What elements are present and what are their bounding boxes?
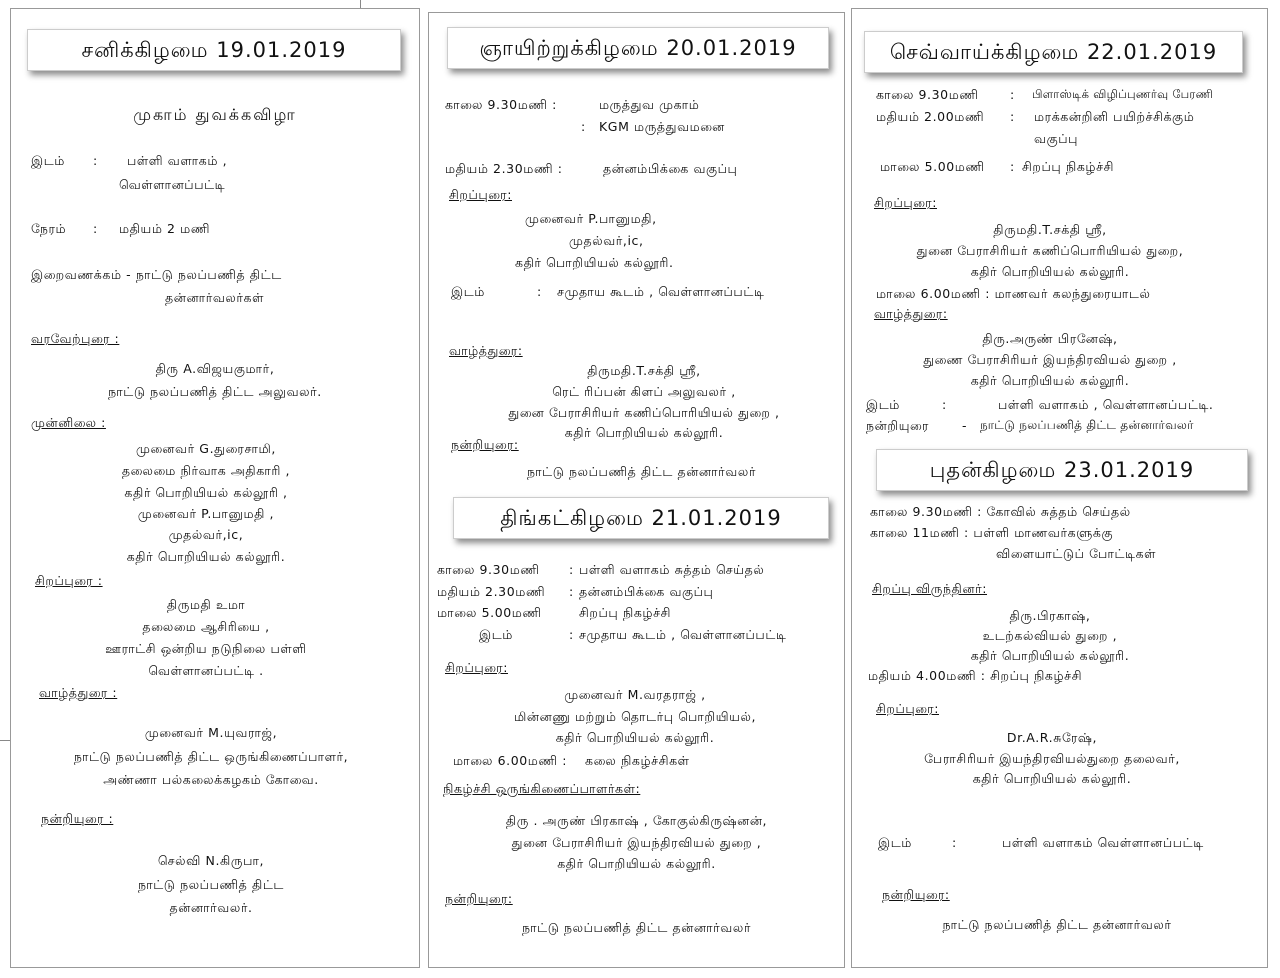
tuesday-row-time: காலை 9.30மணி — [876, 87, 979, 102]
monday-special-line: முனைவர் M.வரதராஜ் , — [564, 687, 706, 702]
time-value: மதியம் 2 மணி — [119, 221, 211, 236]
wednesday-special-line: கதிர் பொறியியல் கல்லூரி. — [972, 771, 1132, 786]
sunday-noon-time: மதியம் 2.30மணி : — [445, 161, 563, 176]
tuesday-header: செவ்வாய்க்கிழமை 22.01.2019 — [864, 31, 1243, 73]
sunday-greeting-label: வாழ்த்துரை: — [449, 343, 523, 358]
thanks-label: நன்றியுரை : — [41, 811, 114, 826]
wednesday-venue-label: இடம் — [878, 835, 912, 850]
tuesday-special-line: துனை பேராசிரியர் கணிப்பொரியியல் துறை, — [916, 243, 1184, 258]
sunday-special-line: முனைவர் P.பானுமதி, — [525, 211, 657, 226]
monday-coord-line: கதிர் பொறியியல் கல்லூரி. — [557, 856, 716, 871]
monday-row-time: இடம் — [479, 627, 513, 642]
wednesday-guest-label: சிறப்பு விருந்தினர்: — [872, 581, 988, 596]
prayer-line: இறைவணக்கம் - நாட்டு நலப்பணித் திட்ட — [31, 267, 282, 282]
wednesday-row: காலை 11மணி : பள்ளி மாணவர்களுக்கு — [870, 525, 1114, 540]
tuesday-row-cont: வகுப்பு — [1034, 131, 1079, 146]
sunday-morning-event: மருத்துவ முகாம் — [599, 97, 700, 112]
wednesday-venue-sep: : — [952, 835, 957, 850]
presiding-line: கதிர் பொறியியல் கல்லூரி. — [126, 549, 286, 564]
sunday-greeting-line: துனை பேராசிரியர் கணிப்பொரியியல் துறை , — [508, 405, 780, 420]
saturday-panel — [10, 8, 420, 968]
tuesday-row-time: மதியம் 2.00மணி — [876, 109, 985, 124]
wednesday-special-line: பேராசிரியர் இயந்திரவியல்துறை தலைவர், — [924, 751, 1180, 766]
monday-row-event: பள்ளி வளாகம் சுத்தம் செய்தல் — [579, 562, 765, 577]
time-label: நேரம் — [31, 221, 67, 236]
sunday-special-line: முதல்வர்,ic, — [569, 233, 644, 248]
monday-row-time: காலை 9.30மணி — [437, 562, 540, 577]
sunday-header: ஞாயிற்றுக்கிழமை 20.01.2019 — [447, 27, 829, 69]
tuesday-greeting-label: வாழ்த்துரை: — [874, 306, 948, 321]
presiding-line: முனைவர் P.பானுமதி , — [137, 506, 275, 521]
special-line: திருமதி உமா — [166, 597, 246, 612]
monday-special-label: சிறப்புரை: — [445, 660, 508, 675]
wednesday-guest-line: உடற்கல்வியல் துறை , — [982, 628, 1118, 643]
sunday-morning-sep: : — [581, 119, 586, 134]
wednesday-thanks-label: நன்றியுரை: — [882, 887, 950, 902]
presiding-line: கதிர் பொறியியல் கல்லூரி , — [124, 485, 288, 500]
wednesday-guest-line: கதிர் பொறியியல் கல்லூரி. — [970, 648, 1130, 663]
inauguration-title: முகாம் துவக்கவிழா — [133, 105, 297, 124]
monday-special-line: மின்னணு மற்றும் தொடர்பு பொறியியல், — [513, 709, 757, 724]
thanks-line: செல்வி N.கிருபா, — [157, 853, 265, 868]
wednesday-special-line: Dr.A.R.சுரேஷ், — [1006, 730, 1098, 745]
special-line: வெள்ளானப்பட்டி . — [148, 663, 264, 678]
tuesday-greeting-line: திரு.அருண் பிரனேஷ், — [982, 331, 1118, 346]
time-sep: : — [93, 221, 98, 236]
tuesday-venue-sep: : — [942, 397, 947, 412]
presiding-line: தலைமை நிர்வாக அதிகாரி , — [121, 463, 291, 478]
sunday-noon-event: தன்னம்பிக்கை வகுப்பு — [603, 161, 738, 176]
monday-coord-line: திரு . அருண் பிரகாஷ் , கோகுல்கிருஷ்னன், — [505, 813, 768, 828]
sunday-morning-place: KGM மருத்துவமனை — [599, 119, 725, 134]
welcome-label: வரவேற்புரை : — [31, 331, 120, 346]
tuesday-thanks-value: நாட்டு நலப்பணித் திட்ட தன்னார்வலர் — [980, 418, 1194, 432]
monday-row-sep: : — [569, 562, 574, 577]
venue-line: வெள்ளானப்பட்டி — [119, 177, 226, 192]
tuesday-venue-value: பள்ளி வளாகம் , வெள்ளானப்பட்டி. — [998, 397, 1214, 412]
tuesday-evening-sep: : — [1010, 159, 1015, 174]
tuesday-greeting-line: துணை பேராசிரியர் இயந்திரவியல் துறை , — [923, 352, 1177, 367]
monday-evening-time: மாலை 6.00மணி : — [453, 753, 568, 768]
monday-row-event: தன்னம்பிக்கை வகுப்பு — [579, 584, 714, 599]
tuesday-discussion: மாலை 6.00மணி : மாணவர் கலந்துரையாடல் — [876, 286, 1151, 301]
monday-thanks-label: நன்றியுரை: — [445, 891, 513, 906]
sunday-special-line: கதிர் பொறியியல் கல்லூரி. — [515, 255, 674, 270]
greeting-line: அண்ணா பல்கலைக்கழகம் கோவை. — [103, 772, 319, 787]
tuesday-row-event: மரக்கன்றினி பயிற்ச்சிக்கும் — [1034, 109, 1195, 124]
wednesday-thanks-value: நாட்டு நலப்பணித் திட்ட தன்னார்வலர் — [942, 917, 1172, 932]
wednesday-venue-value: பள்ளி வளாகம் வெள்ளானப்பட்டி — [1002, 835, 1204, 850]
special-label: சிறப்புரை : — [35, 573, 103, 588]
monday-row-event: சிறப்பு நிகழ்ச்சி — [579, 605, 671, 620]
tuesday-special-label: சிறப்புரை: — [874, 195, 937, 210]
tuesday-row-sep: : — [1010, 87, 1015, 102]
welcome-line: திரு A.விஜயகுமார், — [155, 361, 275, 376]
wednesday-guest-line: திரு.பிரகாஷ், — [1009, 608, 1091, 623]
welcome-line: நாட்டு நலப்பணித் திட்ட அலுவலர். — [108, 384, 322, 399]
wednesday-special-label: சிறப்புரை: — [876, 701, 939, 716]
monday-thanks-value: நாட்டு நலப்பணித் திட்ட தன்னார்வலர் — [522, 920, 751, 935]
sunday-thanks-label: நன்றியுரை: — [451, 437, 519, 452]
tuesday-evening-time: மாலை 5.00மணி — [880, 159, 985, 174]
monday-row-sep: : — [569, 584, 574, 599]
saturday-header: சனிக்கிழமை 19.01.2019 — [27, 29, 401, 71]
sunday-greeting-line: ரெட் ரிப்பன் கிளப் அலுவலர் , — [552, 384, 736, 399]
sunday-venue-label: இடம் — [451, 284, 485, 299]
sunday-venue-value: சமுதாய கூடம் , வெள்ளானப்பட்டி — [557, 284, 765, 299]
special-line: ஊராட்சி ஒன்றிய நடுநிலை பள்ளி — [105, 641, 307, 656]
venue-sep: : — [93, 153, 98, 168]
tuesday-special-line: கதிர் பொறியியல் கல்லூரி. — [970, 264, 1130, 279]
special-line: தலைமை ஆசிரியை , — [142, 619, 270, 634]
venue-label: இடம் — [31, 153, 65, 168]
sunday-venue-sep: : — [537, 284, 542, 299]
presiding-line: முதல்வர்,ic, — [168, 527, 244, 542]
greeting-line: நாட்டு நலப்பணித் திட்ட ஒருங்கிணைப்பாளர், — [73, 749, 349, 764]
sunday-morning-time: காலை 9.30மணி : — [445, 97, 557, 112]
monday-header: திங்கட்கிழமை 21.01.2019 — [453, 497, 829, 539]
sunday-greeting-line: கதிர் பொறியியல் கல்லூரி. — [564, 425, 724, 440]
tuesday-row-sep: : — [1010, 109, 1015, 124]
tuesday-row-event: பிளாஸ்டிக் விழிப்புணர்வு பேரணி — [1032, 87, 1214, 101]
wednesday-row: காலை 9.30மணி : கோவில் சுத்தம் செய்தல் — [870, 504, 1131, 519]
wednesday-noon-row: மதியம் 4.00மணி : சிறப்பு நிகழ்ச்சி — [868, 668, 1083, 683]
sunday-thanks-value: நாட்டு நலப்பணித் திட்ட தன்னார்வலர் — [527, 464, 756, 479]
fold-mark — [0, 740, 10, 741]
greeting-line: முனைவர் M.யுவராஜ், — [144, 725, 278, 740]
greeting-label: வாழ்த்துரை : — [39, 685, 118, 700]
sunday-special-label: சிறப்புரை: — [449, 187, 512, 202]
wednesday-header: புதன்கிழமை 23.01.2019 — [876, 449, 1248, 491]
tuesday-wednesday-panel — [851, 8, 1268, 968]
monday-coord-label: நிகழ்ச்சி ஒருங்கிணைப்பாளர்கள்: — [443, 781, 641, 796]
monday-row-time: மாலை 5.00மணி — [437, 605, 542, 620]
sunday-greeting-line: திருமதி.T.சக்தி ஸ்ரீ, — [587, 363, 701, 378]
tuesday-thanks-label: நன்றியுரை — [866, 418, 929, 433]
monday-row-time: மதியம் 2.30மணி — [437, 584, 546, 599]
monday-evening-event: கலை நிகழ்ச்சிகள் — [585, 753, 690, 768]
tuesday-special-line: திருமதி.T.சக்தி ஸ்ரீ, — [993, 222, 1107, 237]
venue-line: பள்ளி வளாகம் , — [127, 153, 228, 168]
tuesday-thanks-sep: - — [962, 418, 968, 433]
wednesday-row-cont: விளையாட்டுப் போட்டிகள் — [996, 546, 1157, 561]
monday-row-event: சமுதாய கூடம் , வெள்ளானப்பட்டி — [579, 627, 787, 642]
presiding-line: முனைவர் G.துரைசாமி, — [135, 441, 276, 456]
tuesday-venue-label: இடம் — [866, 397, 900, 412]
tuesday-evening-event: சிறப்பு நிகழ்ச்சி — [1022, 159, 1114, 174]
sunday-monday-panel — [428, 12, 845, 968]
thanks-line: நாட்டு நலப்பணித் திட்ட — [138, 877, 284, 892]
tuesday-greeting-line: கதிர் பொறியியல் கல்லூரி. — [970, 373, 1130, 388]
prayer-line: தன்னார்வலர்கள் — [165, 290, 264, 305]
monday-row-sep: : — [569, 627, 574, 642]
presiding-label: முன்னிலை : — [31, 415, 106, 430]
monday-coord-line: துனை பேராசிரியர் இயந்திரவியல் துறை , — [511, 835, 762, 850]
monday-special-line: கதிர் பொறியியல் கல்லூரி. — [555, 730, 715, 745]
thanks-line: தன்னார்வலர். — [169, 900, 253, 915]
